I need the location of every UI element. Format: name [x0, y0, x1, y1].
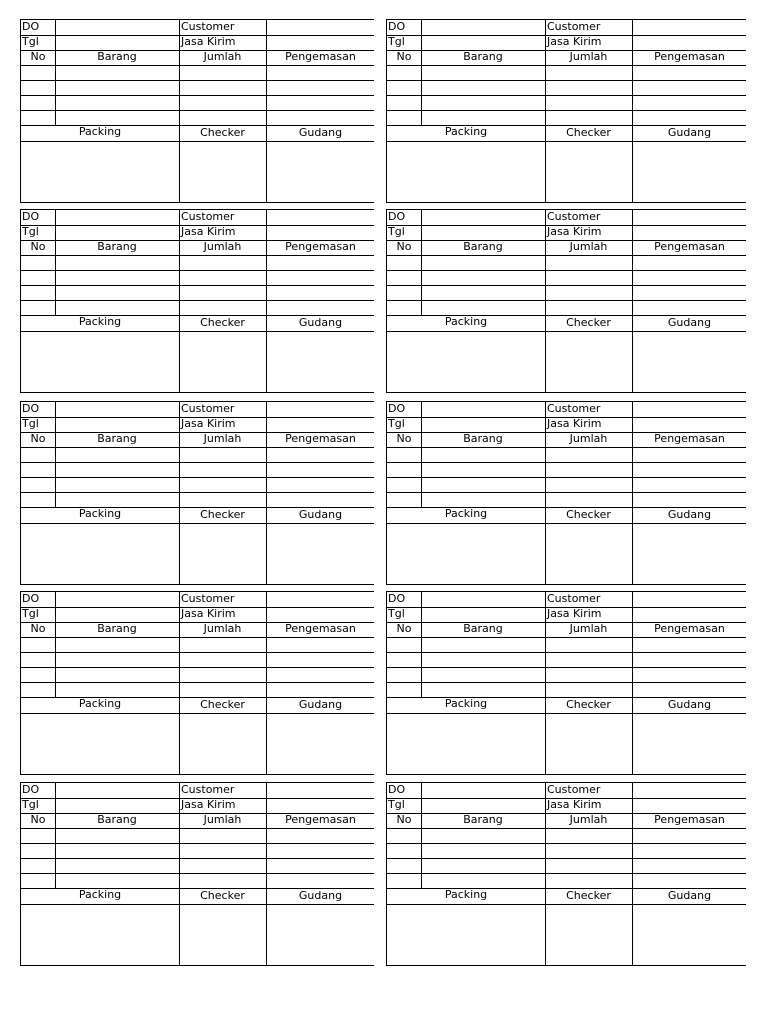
no-column-divider — [421, 210, 422, 316]
item-row — [387, 301, 746, 316]
item-row — [387, 448, 746, 463]
tgl-label: Tgl — [388, 607, 405, 620]
item-row — [21, 286, 374, 301]
item-row — [387, 111, 746, 126]
checker-header: Checker — [200, 889, 245, 902]
item-row — [387, 874, 746, 889]
packing-header: Packing — [78, 315, 122, 328]
item-row — [21, 653, 374, 668]
checker-header: Checker — [200, 126, 245, 139]
customer-label: Customer — [181, 210, 235, 223]
jumlah-header: Jumlah — [569, 622, 608, 635]
item-row — [21, 463, 374, 478]
jumlah-header: Jumlah — [203, 240, 242, 253]
item-row — [21, 829, 374, 844]
item-row — [21, 478, 374, 493]
pengemasan-header: Pengemasan — [654, 240, 725, 253]
jumlah-column-divider — [266, 783, 267, 966]
no-column-divider — [421, 402, 422, 508]
packing-header: Packing — [78, 507, 122, 520]
pengemasan-header: Pengemasan — [654, 622, 725, 635]
checker-header: Checker — [566, 508, 611, 521]
do-label: DO — [388, 592, 406, 605]
barang-column-divider — [545, 592, 546, 775]
tgl-label: Tgl — [22, 225, 39, 238]
form-bottom-line — [21, 392, 374, 393]
tgl-label: Tgl — [22, 607, 39, 620]
jasa-kirim-label: Jasa Kirim — [547, 225, 602, 238]
do-label: DO — [388, 20, 406, 33]
tgl-label: Tgl — [388, 417, 405, 430]
jumlah-header: Jumlah — [569, 432, 608, 445]
no-header: No — [30, 240, 46, 253]
form-bottom-line — [387, 965, 746, 966]
gudang-header: Gudang — [667, 126, 712, 139]
packing-header: Packing — [78, 125, 122, 138]
delivery-order-form-3 — [20, 209, 374, 393]
barang-column-divider — [179, 783, 180, 966]
customer-label: Customer — [547, 402, 601, 415]
pengemasan-header: Pengemasan — [285, 622, 356, 635]
jasa-kirim-label: Jasa Kirim — [181, 607, 236, 620]
jumlah-column-divider — [632, 20, 633, 203]
delivery-order-form-4 — [386, 209, 746, 393]
jasa-kirim-label: Jasa Kirim — [547, 798, 602, 811]
no-header: No — [30, 50, 46, 63]
checker-header: Checker — [566, 698, 611, 711]
item-row — [21, 859, 374, 874]
item-row — [387, 653, 746, 668]
item-row — [21, 111, 374, 126]
barang-column-divider — [179, 210, 180, 393]
gudang-header: Gudang — [667, 316, 712, 329]
barang-header: Barang — [463, 813, 503, 826]
jumlah-column-divider — [266, 210, 267, 393]
form-bottom-line — [387, 584, 746, 585]
do-label: DO — [22, 592, 40, 605]
barang-header: Barang — [463, 622, 503, 635]
gudang-header: Gudang — [298, 889, 343, 902]
item-row — [387, 463, 746, 478]
jumlah-column-divider — [632, 592, 633, 775]
delivery-order-form-7 — [20, 591, 374, 775]
packing-header: Packing — [444, 888, 488, 901]
no-header: No — [396, 240, 412, 253]
checker-header: Checker — [200, 698, 245, 711]
barang-header: Barang — [463, 432, 503, 445]
jumlah-header: Jumlah — [569, 813, 608, 826]
form-bottom-line — [387, 392, 746, 393]
gudang-header: Gudang — [298, 698, 343, 711]
barang-header: Barang — [97, 50, 137, 63]
jasa-kirim-label: Jasa Kirim — [547, 417, 602, 430]
jumlah-header: Jumlah — [569, 50, 608, 63]
jumlah-column-divider — [266, 402, 267, 585]
item-row — [387, 478, 746, 493]
no-header: No — [30, 622, 46, 635]
barang-header: Barang — [97, 622, 137, 635]
customer-label: Customer — [547, 210, 601, 223]
checker-header: Checker — [566, 126, 611, 139]
barang-column-divider — [179, 20, 180, 203]
item-row — [387, 81, 746, 96]
do-label: DO — [22, 210, 40, 223]
jasa-kirim-label: Jasa Kirim — [181, 225, 236, 238]
form-bottom-line — [387, 202, 746, 203]
item-row — [387, 859, 746, 874]
barang-header: Barang — [463, 240, 503, 253]
item-row — [21, 683, 374, 698]
item-row — [387, 96, 746, 111]
item-row — [21, 66, 374, 81]
jumlah-header: Jumlah — [203, 622, 242, 635]
jumlah-column-divider — [266, 20, 267, 203]
no-column-divider — [55, 20, 56, 126]
packing-header: Packing — [444, 315, 488, 328]
pengemasan-header: Pengemasan — [654, 813, 725, 826]
pengemasan-header: Pengemasan — [285, 240, 356, 253]
barang-header: Barang — [97, 432, 137, 445]
gudang-header: Gudang — [667, 889, 712, 902]
do-label: DO — [22, 402, 40, 415]
packing-header: Packing — [78, 888, 122, 901]
item-row — [21, 448, 374, 463]
jasa-kirim-label: Jasa Kirim — [547, 607, 602, 620]
no-header: No — [30, 432, 46, 445]
item-row — [387, 683, 746, 698]
checker-header: Checker — [200, 508, 245, 521]
item-row — [387, 286, 746, 301]
pengemasan-header: Pengemasan — [285, 50, 356, 63]
item-row — [21, 874, 374, 889]
do-label: DO — [388, 210, 406, 223]
customer-label: Customer — [547, 20, 601, 33]
item-row — [387, 66, 746, 81]
customer-label: Customer — [181, 20, 235, 33]
item-row — [387, 256, 746, 271]
barang-header: Barang — [97, 240, 137, 253]
delivery-order-form-1 — [20, 19, 374, 203]
barang-header: Barang — [97, 813, 137, 826]
delivery-order-form-5 — [20, 401, 374, 585]
item-row — [21, 256, 374, 271]
jumlah-column-divider — [632, 783, 633, 966]
no-header: No — [396, 432, 412, 445]
checker-header: Checker — [200, 316, 245, 329]
customer-label: Customer — [181, 402, 235, 415]
no-column-divider — [421, 592, 422, 698]
item-row — [387, 638, 746, 653]
jasa-kirim-label: Jasa Kirim — [181, 35, 236, 48]
checker-header: Checker — [566, 889, 611, 902]
pengemasan-header: Pengemasan — [285, 432, 356, 445]
no-header: No — [30, 813, 46, 826]
no-column-divider — [421, 783, 422, 889]
packing-header: Packing — [444, 507, 488, 520]
tgl-label: Tgl — [388, 35, 405, 48]
customer-label: Customer — [547, 783, 601, 796]
customer-label: Customer — [547, 592, 601, 605]
jasa-kirim-label: Jasa Kirim — [547, 35, 602, 48]
delivery-order-form-9 — [20, 782, 374, 966]
delivery-order-form-2 — [386, 19, 746, 203]
barang-column-divider — [545, 210, 546, 393]
delivery-order-form-6 — [386, 401, 746, 585]
pengemasan-header: Pengemasan — [654, 50, 725, 63]
customer-label: Customer — [181, 592, 235, 605]
item-row — [387, 829, 746, 844]
gudang-header: Gudang — [667, 698, 712, 711]
no-column-divider — [55, 402, 56, 508]
checker-header: Checker — [566, 316, 611, 329]
form-bottom-line — [21, 584, 374, 585]
form-bottom-line — [21, 965, 374, 966]
pengemasan-header: Pengemasan — [654, 432, 725, 445]
form-bottom-line — [21, 774, 374, 775]
tgl-label: Tgl — [388, 225, 405, 238]
delivery-order-form-10 — [386, 782, 746, 966]
jumlah-header: Jumlah — [203, 813, 242, 826]
tgl-label: Tgl — [22, 35, 39, 48]
jumlah-column-divider — [632, 210, 633, 393]
do-label: DO — [22, 20, 40, 33]
item-row — [21, 668, 374, 683]
item-row — [387, 493, 746, 508]
item-row — [387, 668, 746, 683]
item-row — [21, 96, 374, 111]
tgl-label: Tgl — [22, 798, 39, 811]
form-bottom-line — [21, 202, 374, 203]
gudang-header: Gudang — [298, 508, 343, 521]
no-header: No — [396, 50, 412, 63]
no-header: No — [396, 622, 412, 635]
item-row — [387, 844, 746, 859]
gudang-header: Gudang — [298, 316, 343, 329]
do-label: DO — [388, 402, 406, 415]
do-label: DO — [22, 783, 40, 796]
customer-label: Customer — [181, 783, 235, 796]
jumlah-header: Jumlah — [203, 50, 242, 63]
barang-column-divider — [545, 783, 546, 966]
jasa-kirim-label: Jasa Kirim — [181, 798, 236, 811]
delivery-order-form-8 — [386, 591, 746, 775]
pengemasan-header: Pengemasan — [285, 813, 356, 826]
no-column-divider — [421, 20, 422, 126]
jumlah-column-divider — [266, 592, 267, 775]
no-column-divider — [55, 210, 56, 316]
item-row — [21, 493, 374, 508]
item-row — [21, 81, 374, 96]
packing-header: Packing — [78, 697, 122, 710]
gudang-header: Gudang — [667, 508, 712, 521]
gudang-header: Gudang — [298, 126, 343, 139]
barang-column-divider — [545, 402, 546, 585]
jumlah-header: Jumlah — [569, 240, 608, 253]
barang-column-divider — [179, 592, 180, 775]
tgl-label: Tgl — [388, 798, 405, 811]
do-label: DO — [388, 783, 406, 796]
no-header: No — [396, 813, 412, 826]
item-row — [21, 271, 374, 286]
barang-column-divider — [545, 20, 546, 203]
item-row — [21, 638, 374, 653]
tgl-label: Tgl — [22, 417, 39, 430]
jumlah-header: Jumlah — [203, 432, 242, 445]
jumlah-column-divider — [632, 402, 633, 585]
no-column-divider — [55, 592, 56, 698]
jasa-kirim-label: Jasa Kirim — [181, 417, 236, 430]
barang-column-divider — [179, 402, 180, 585]
item-row — [387, 271, 746, 286]
packing-header: Packing — [444, 697, 488, 710]
form-bottom-line — [387, 774, 746, 775]
no-column-divider — [55, 783, 56, 889]
barang-header: Barang — [463, 50, 503, 63]
item-row — [21, 844, 374, 859]
packing-header: Packing — [444, 125, 488, 138]
item-row — [21, 301, 374, 316]
